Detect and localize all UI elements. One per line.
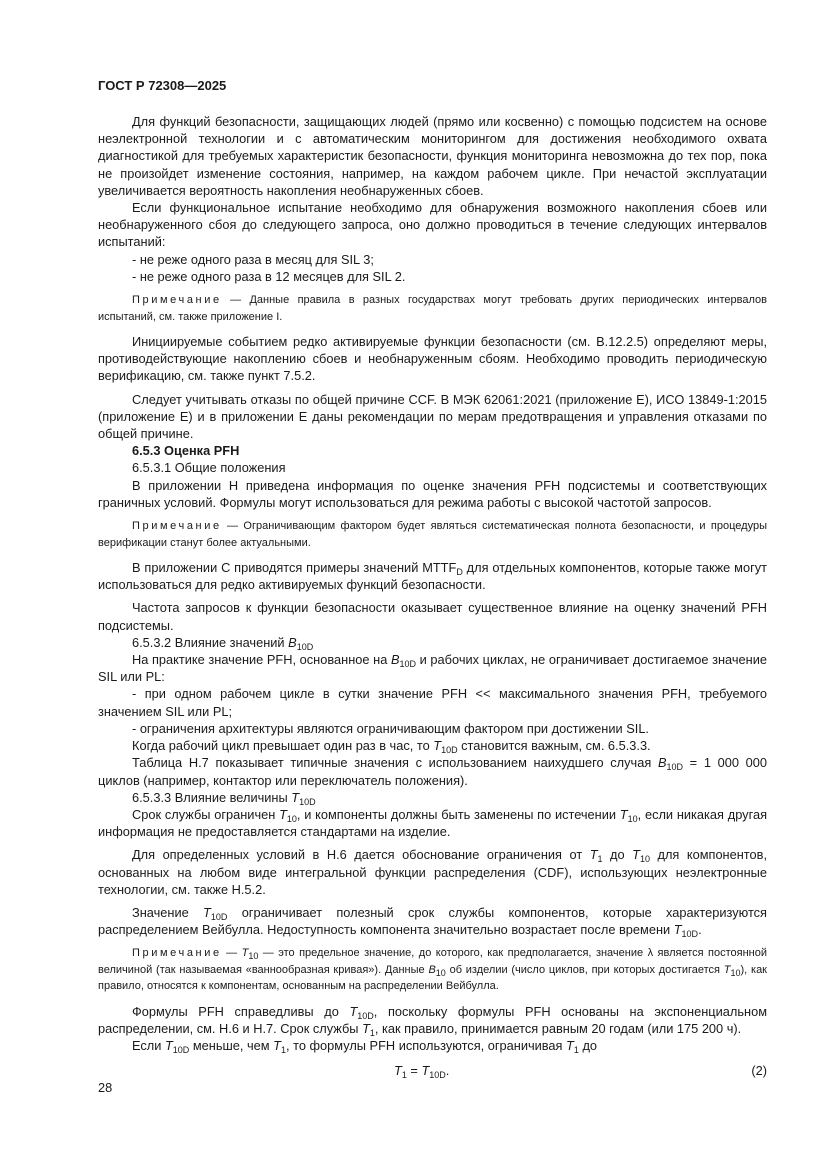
- paragraph: Значение $T_{10D}$ ограничивает полезный срок службы компонентов, которые характеризуются распределением Вейбулла. Недоступность компонента значительно возрастает после времени $T_{10D}$.: [98, 904, 767, 940]
- paragraph: Таблица H.7 показывает типичные значения с использованием наихудшего случая $B_{10D} = 1$ 000 000 циклов (например, контактор или переключатель положения).: [98, 755, 767, 788]
- subsection-heading: 6.5.3.2 Влияние значений $B_{10D}$: [132, 634, 314, 652]
- list-item: - не реже одного раза в месяц для SIL 3;: [132, 251, 374, 267]
- note-label: Примечание: [132, 947, 222, 960]
- note: Примечание — $T_{10}$ — это предельное значение, до которого, как предполагается, значение λ является постоянной величиной (так называемая «ваннообразная кривая»). Данные $B_{10}$ об изделии (число циклов, при которых достигается $T_{10}$), как правило, относятся к компонентам, основанным на распределении Вейбулла.: [98, 947, 767, 993]
- paragraph: Если функциональное испытание необходимо для обнаружения возможного накопления сбоев или необнаруженного сбоя до следующего запроса, оно должно проводиться в течение следующих интервалов испытаний:: [98, 200, 767, 250]
- paragraph: В приложении C приводятся примеры значений $MTTF_D$ для отдельных компонентов, которые также могут использоваться для редко активируемых функций безопасности.: [98, 560, 767, 593]
- note-label: Примечание: [132, 520, 222, 533]
- paragraph: Следует учитывать отказы по общей причине CCF. В МЭК 62061:2021 (приложение E), ИСО 13849-1:2015 (приложение E) и в приложении E даны рекомендации по мерам предотвращения и управления отказами по общей причине.: [98, 391, 767, 442]
- paragraph: Для определенных условий в H.6 дается обоснование ограничения от $T_1$ до $T_{10}$ для компонентов, основанных на любом виде интегральной функции распределения (CDF), использующих неэлектронные технологии, см. также H.5.2.: [98, 847, 767, 897]
- subsection-heading: 6.5.3.3 Влияние величины $T_{10D}$: [132, 789, 316, 807]
- note-label: Примечание: [132, 294, 222, 307]
- subsection-heading: 6.5.3.1 Общие положения: [132, 460, 286, 476]
- document-header: ГОСТ Р 72308—2025: [98, 78, 227, 93]
- paragraph: Если $T_{10D}$ меньше, чем $T_1$, то формулы PFH используются, ограничивая $T_1$ до: [132, 1038, 598, 1056]
- paragraph: В приложении H приведена информация по оценке значения PFH подсистемы и соответствующих граничных условий. Формулы могут использоваться для режима работы с высокой частотой запросов.: [98, 477, 767, 510]
- paragraph: Срок службы ограничен $T_{10}$, и компоненты должны быть заменены по истечении $T_{10}$, если никакая другая информация не предоставляется стандартами на изделие.: [98, 806, 767, 840]
- paragraph: На практике значение PFH, основанное на $B_{10D}$ и рабочих циклах, не ограничивает достигаемое значение SIL или PL:: [98, 652, 767, 685]
- paragraph: Для функций безопасности, защищающих людей (прямо или косвенно) с помощью подсистем на основе неэлектронной технологии и с автоматическим мониторингом для достижения необходимого охвата диагностикой для требуемых характеристик безопасности, функция мониторинга невозможна до тех пор, пока не произойдет изменение состояния, например, на каждом рабочем цикле. При нечастой эксплуатации увеличивается вероятность накопления необнаруженных сбоев.: [98, 114, 767, 198]
- equation-expression: $T_1 = T_{10D}$.: [394, 1063, 450, 1081]
- paragraph: Частота запросов к функции безопасности оказывает существенное влияние на оценку значений PFH подсистемы.: [98, 600, 767, 633]
- page-body: [98, 113, 767, 1084]
- list-item: - ограничения архитектуры являются ограничивающим фактором при достижении SIL.: [132, 720, 649, 736]
- paragraph: Формулы PFH справедливы до $T_{10D}$, поскольку формулы PFH основаны на экспоненциальном распределении, см. H.6 и H.7. Срок службы $T_1$, как правило, принимается равным 20 годам (или 175 200 ч).: [98, 1003, 767, 1039]
- section-heading: 6.5.3 Оценка PFH: [132, 443, 240, 459]
- equation: [98, 1060, 767, 1084]
- page-number: 28: [98, 1080, 113, 1095]
- list-item: - не реже одного раза в 12 месяцев для SIL 2.: [132, 268, 406, 284]
- paragraph: Когда рабочий цикл превышает один раз в час, то $T_{10D}$ становится важным, см. 6.5.3.3.: [132, 738, 651, 756]
- list-item: - при одном рабочем цикле в сутки значение PFH << максимального значения PFH, требуемого значением SIL или PL;: [98, 686, 767, 719]
- equation-number: (2): [751, 1063, 767, 1079]
- note: Примечание — Ограничивающим фактором будет являться систематическая полнота безопасности, и процедуры верификации станут более актуальными.: [98, 520, 767, 549]
- paragraph: Инициируемые событием редко активируемые функции безопасности (см. B.12.2.5) определяют меры, противодействующие накоплению сбоев и необнаруженным сбоям. Необходимо проводить периодическую верификацию, см. также пункт 7.5.2.: [98, 334, 767, 384]
- note: Примечание — Данные правила в разных государствах могут требовать других периодических интервалов испытаний, см. также приложение I.: [98, 294, 767, 323]
